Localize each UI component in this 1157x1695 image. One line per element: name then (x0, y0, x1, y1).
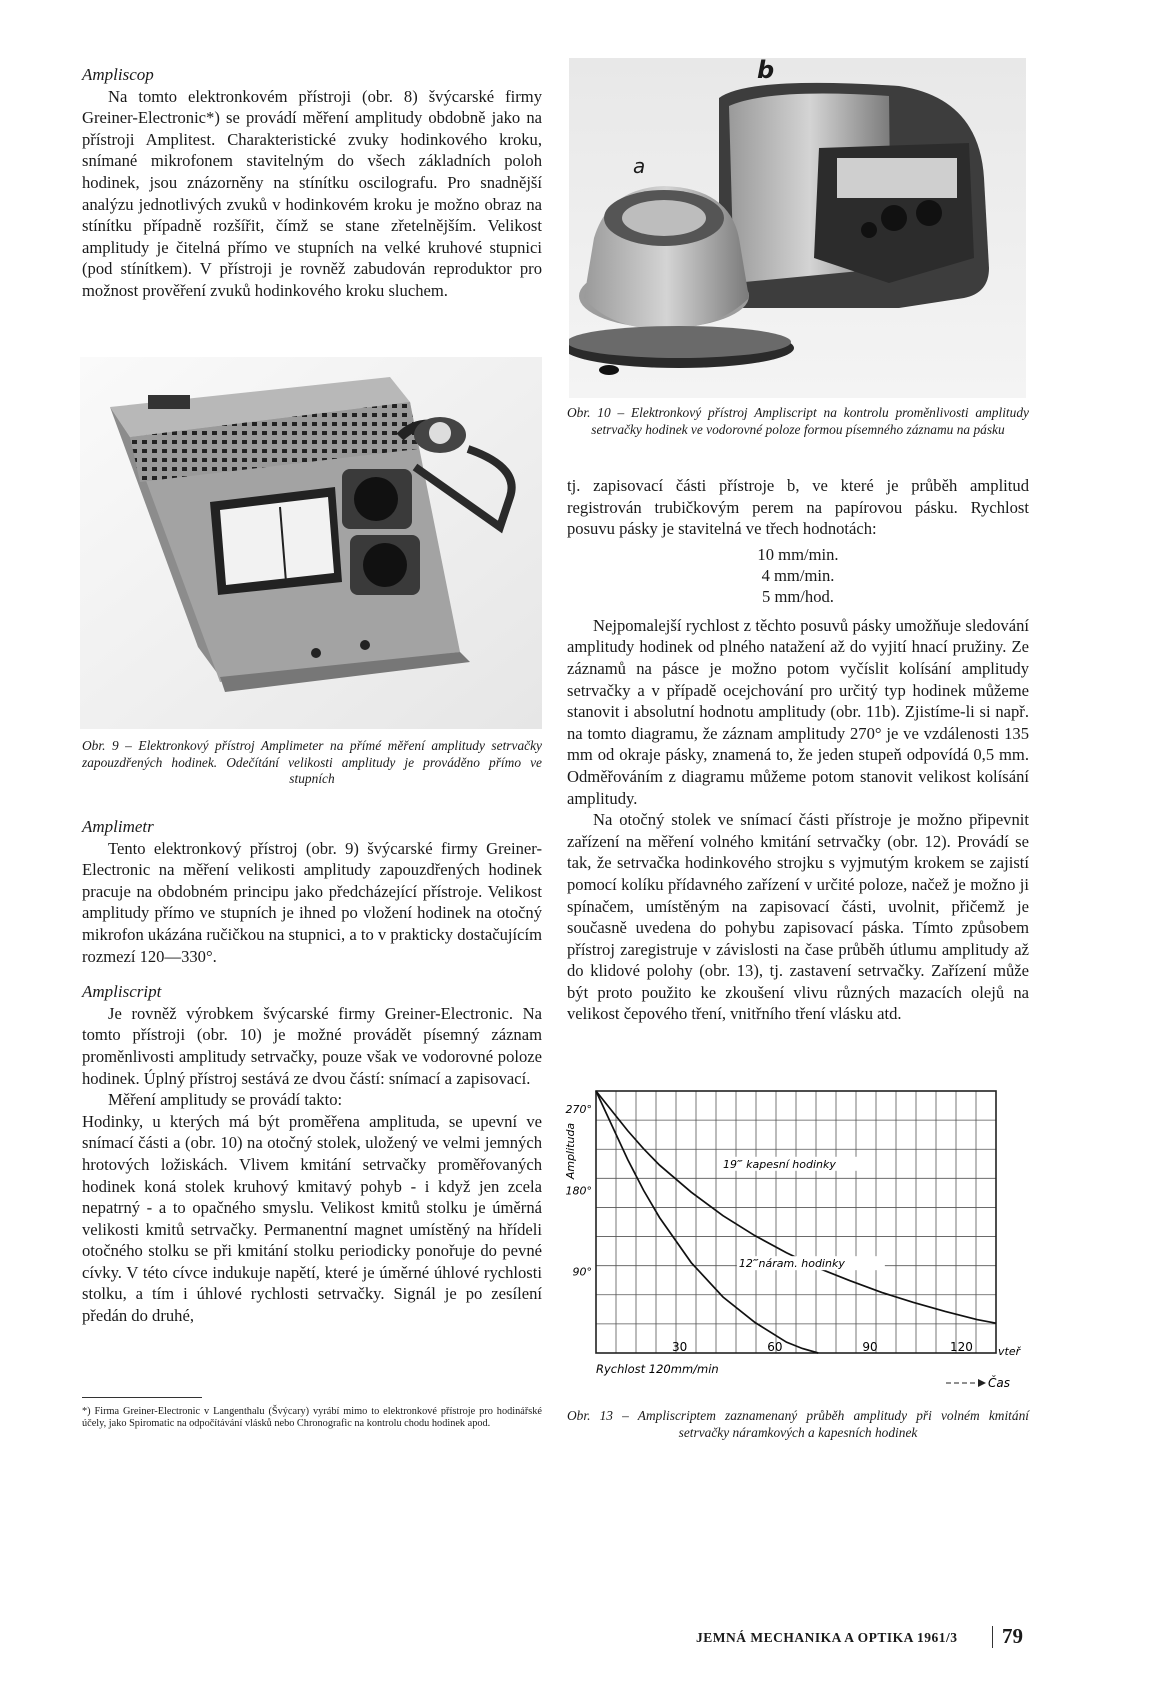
footnote-rule (82, 1397, 202, 1398)
paragraph-amplimetr: Tento elektronkový přístroj (obr. 9) švýcarské firmy Greiner-Electronic na měření velikosti amplitudy zapouzdřených hodinek pracuje na obdobném principu jako předcházející přístroje. Velikost amplitudy přímo ve stupních je ihned po vložení hodinek na otočný mikrofon ukázána ručičkou na stupnici, a to v prakticky dostačujícím rozmezí 120—330°. (82, 838, 542, 966)
figure-10-label-a: a (633, 154, 646, 178)
y-tick-label: 90° (572, 1265, 592, 1279)
figure-9-caption: Obr. 9 – Elektronkový přístroj Amplimeter na přímé měření amplitudy setrvačky zapouzdřených hodinek. Odečítání velikosti amplitudy je prováděno přímo ve stupních (82, 738, 542, 786)
paragraph-right-1: tj. zapisovací části přístroje b, ve které je průběh amplitud registrován trubičkovým perem na papírovou pásku. Rychlost posuvu pásky je stavitelná ve třech hodnotách: (567, 476, 1029, 539)
left-column-top (82, 64, 542, 302)
x-tick-label: 30 (671, 1340, 688, 1354)
series-label: 19‴ kapesní hodinky (722, 1157, 836, 1171)
figure-9-photo (80, 357, 542, 729)
heading-amplimetr: Amplimetr (82, 817, 154, 836)
page-number: 79 (1002, 1624, 1023, 1648)
speed-value: 10 mm/min. (757, 544, 839, 564)
speed-label: Rychlost 120mm/min (596, 1362, 719, 1376)
y-axis-label: Amplituda (564, 1122, 577, 1180)
paragraph-right-2: Nejpomalejší rychlost z těchto posuvů pásky umožňuje sledování amplitudy hodinek od plného natažení až do vyjití hnací pružiny. Ze záznamů na pásce je možno potom vyčíslit kolísání amplitudy setrvačky a v případě ocejchování pro určitý typ hodinek můžeme stanovit i absolutní hodnotu amplitudy (obr. 11b). Zjistíme-li si např. na tomto diagramu, že záznam amplitudy 270° je ve vzdálenosti 135 mm od okraje pásky, znamená to, že jeden stupeň odpovídá 0,5 mm. Odměřováním z diagramu můžeme potom stanovit velikost kolísání amplitudy. (567, 615, 1029, 808)
x-tick-label: 120 (950, 1340, 973, 1354)
figure-13-chart (560, 1083, 1040, 1393)
heading-ampliscript: Ampliscript (82, 982, 162, 1002)
time-label: Čas (988, 1376, 1010, 1390)
series-line (596, 1091, 818, 1353)
paragraph-ampliscript-3: Hodinky, u kterých má být proměřena amplituda, se upevní ve snímací části a (obr. 10) na otočný stolek, uložený ve velmi jemných hrotových ložiskách. Vlivem kmitání setrvačky proměřovaných hodinek koná stolek kruhový kmitavý pohyb - i když jen zcela nepatrný - a to opačného smyslu. Velikost kmitů stolku je úměrná velikosti kmitů setrvačky. Permanentní magnet umístěný na hřídeli otočného stolku se při kmitání stolku periodicky ponořuje do pevné cívky. V této cívce indukuje napětí, které je úměrné úhlové rychlosti stolku, a tím i úhlové rychlosti setrvačky. Signál je po zesílení předán do druhé, (82, 1111, 542, 1326)
x-axis-unit-label: vteř (998, 1345, 1021, 1358)
speed-value: 4 mm/min. (761, 565, 835, 585)
left-column-bottom (82, 816, 542, 1327)
running-head-divider (992, 1626, 993, 1648)
x-tick-label: 90 (862, 1340, 878, 1354)
paragraph-ampliscript-2: Měření amplitudy se provádí takto: (108, 1090, 343, 1110)
y-tick-label: 270° (565, 1103, 592, 1117)
x-tick-label: 60 (767, 1340, 783, 1354)
speed-value: 5 mm/hod. (762, 586, 834, 606)
footnote: *) Firma Greiner-Electronic v Langenthalu (Švýcary) vyrábí mimo to elektronkové přístroje pro hodinářské účely, jako Spiromatic na odpočítávání vlásků nebo Chronografic na kontrolu chodu hodinek apod. (82, 1406, 542, 1429)
paragraph-right-3: Na otočný stolek ve snímací části přístroje je možno připevnit zařízení na měření volného kmitání setrvačky (obr. 12). Provádí se tak, že setrvačka hodinkového strojku s vyjmutým krokem se zajistí pomocí kolíku přídavného zařízení v určité poloze, načež je možno ji spínačem, umístěným na zapisovací části, uvolnit, přičemž je současně uvedena do pohybu zapisovací páska. Tímto způsobem přístroj zaregistruje v závislosti na čase průběh útlumu amplitudy až do klidové polohy (obr. 13), tj. zastavení setrvačky. Zařízení může být proto použito ke zkoušení vlivu různých mazacích olejů na velikost čepového tření, vnitřního tření vlásku atd. (567, 810, 1029, 1024)
figure-13-caption: Obr. 13 – Ampliscriptem zaznamenaný průběh amplitudy při volném kmitání setrvačky náramkových a kapesních hodinek (567, 1408, 1029, 1440)
figure-10-label-b: b (757, 58, 775, 84)
y-tick-label: 180° (565, 1184, 592, 1198)
amplitude-chart (560, 1083, 1040, 1393)
right-column-text (567, 475, 1029, 1025)
series-label: 12‴náram. hodinky (738, 1257, 845, 1271)
heading-ampliscop: Ampliscop (82, 65, 154, 84)
figure-10-photo (569, 58, 1026, 398)
time-arrow-head (978, 1379, 986, 1387)
figure-10-caption: Obr. 10 – Elektronkový přístroj Ampliscript na kontrolu proměnlivosti amplitudy setrvačky hodinek ve vodorovné poloze formou písemného záznamu na pásku (567, 405, 1029, 437)
paragraph-ampliscop: Na tomto elektronkovém přístroji (obr. 8) švýcarské firmy Greiner-Electronic*) se provádí měření amplitudy obdobně jako na přístroji Amplitest. Charakteristické zvuky hodinkového kroku, snímané mikrofonem stavitelným do všech základních poloh hodinek, jsou znázorněny na stínítku oscilografu. Pro snadnější analýzu jednotlivých zvuků v hodinkovém kroku je možno obraz na stínítku případně rozšířit, čímž se stane zřetelnějším. Velikost amplitudy je čitelná přímo ve stupních na velké kruhové stupnici (pod stínítkem). V přístroji je rovněž zabudován reproduktor pro možnost prověření zvuků hodinkového kroku sluchem. (82, 86, 542, 300)
paragraph-ampliscript-1: Je rovněž výrobkem švýcarské firmy Greiner-Electronic. Na tomto přístroji (obr. 10) je možné provádět písemný záznam proměnlivosti amplitudy setrvačky, pouze však ve vodorovné poloze hodinek. Úplný přístroj sestává ze dvou částí: snímací a zapisovací. (82, 1003, 542, 1088)
speed-list (567, 544, 1029, 607)
running-head: JEMNÁ MECHANIKA A OPTIKA 1961/3 (696, 1630, 958, 1645)
